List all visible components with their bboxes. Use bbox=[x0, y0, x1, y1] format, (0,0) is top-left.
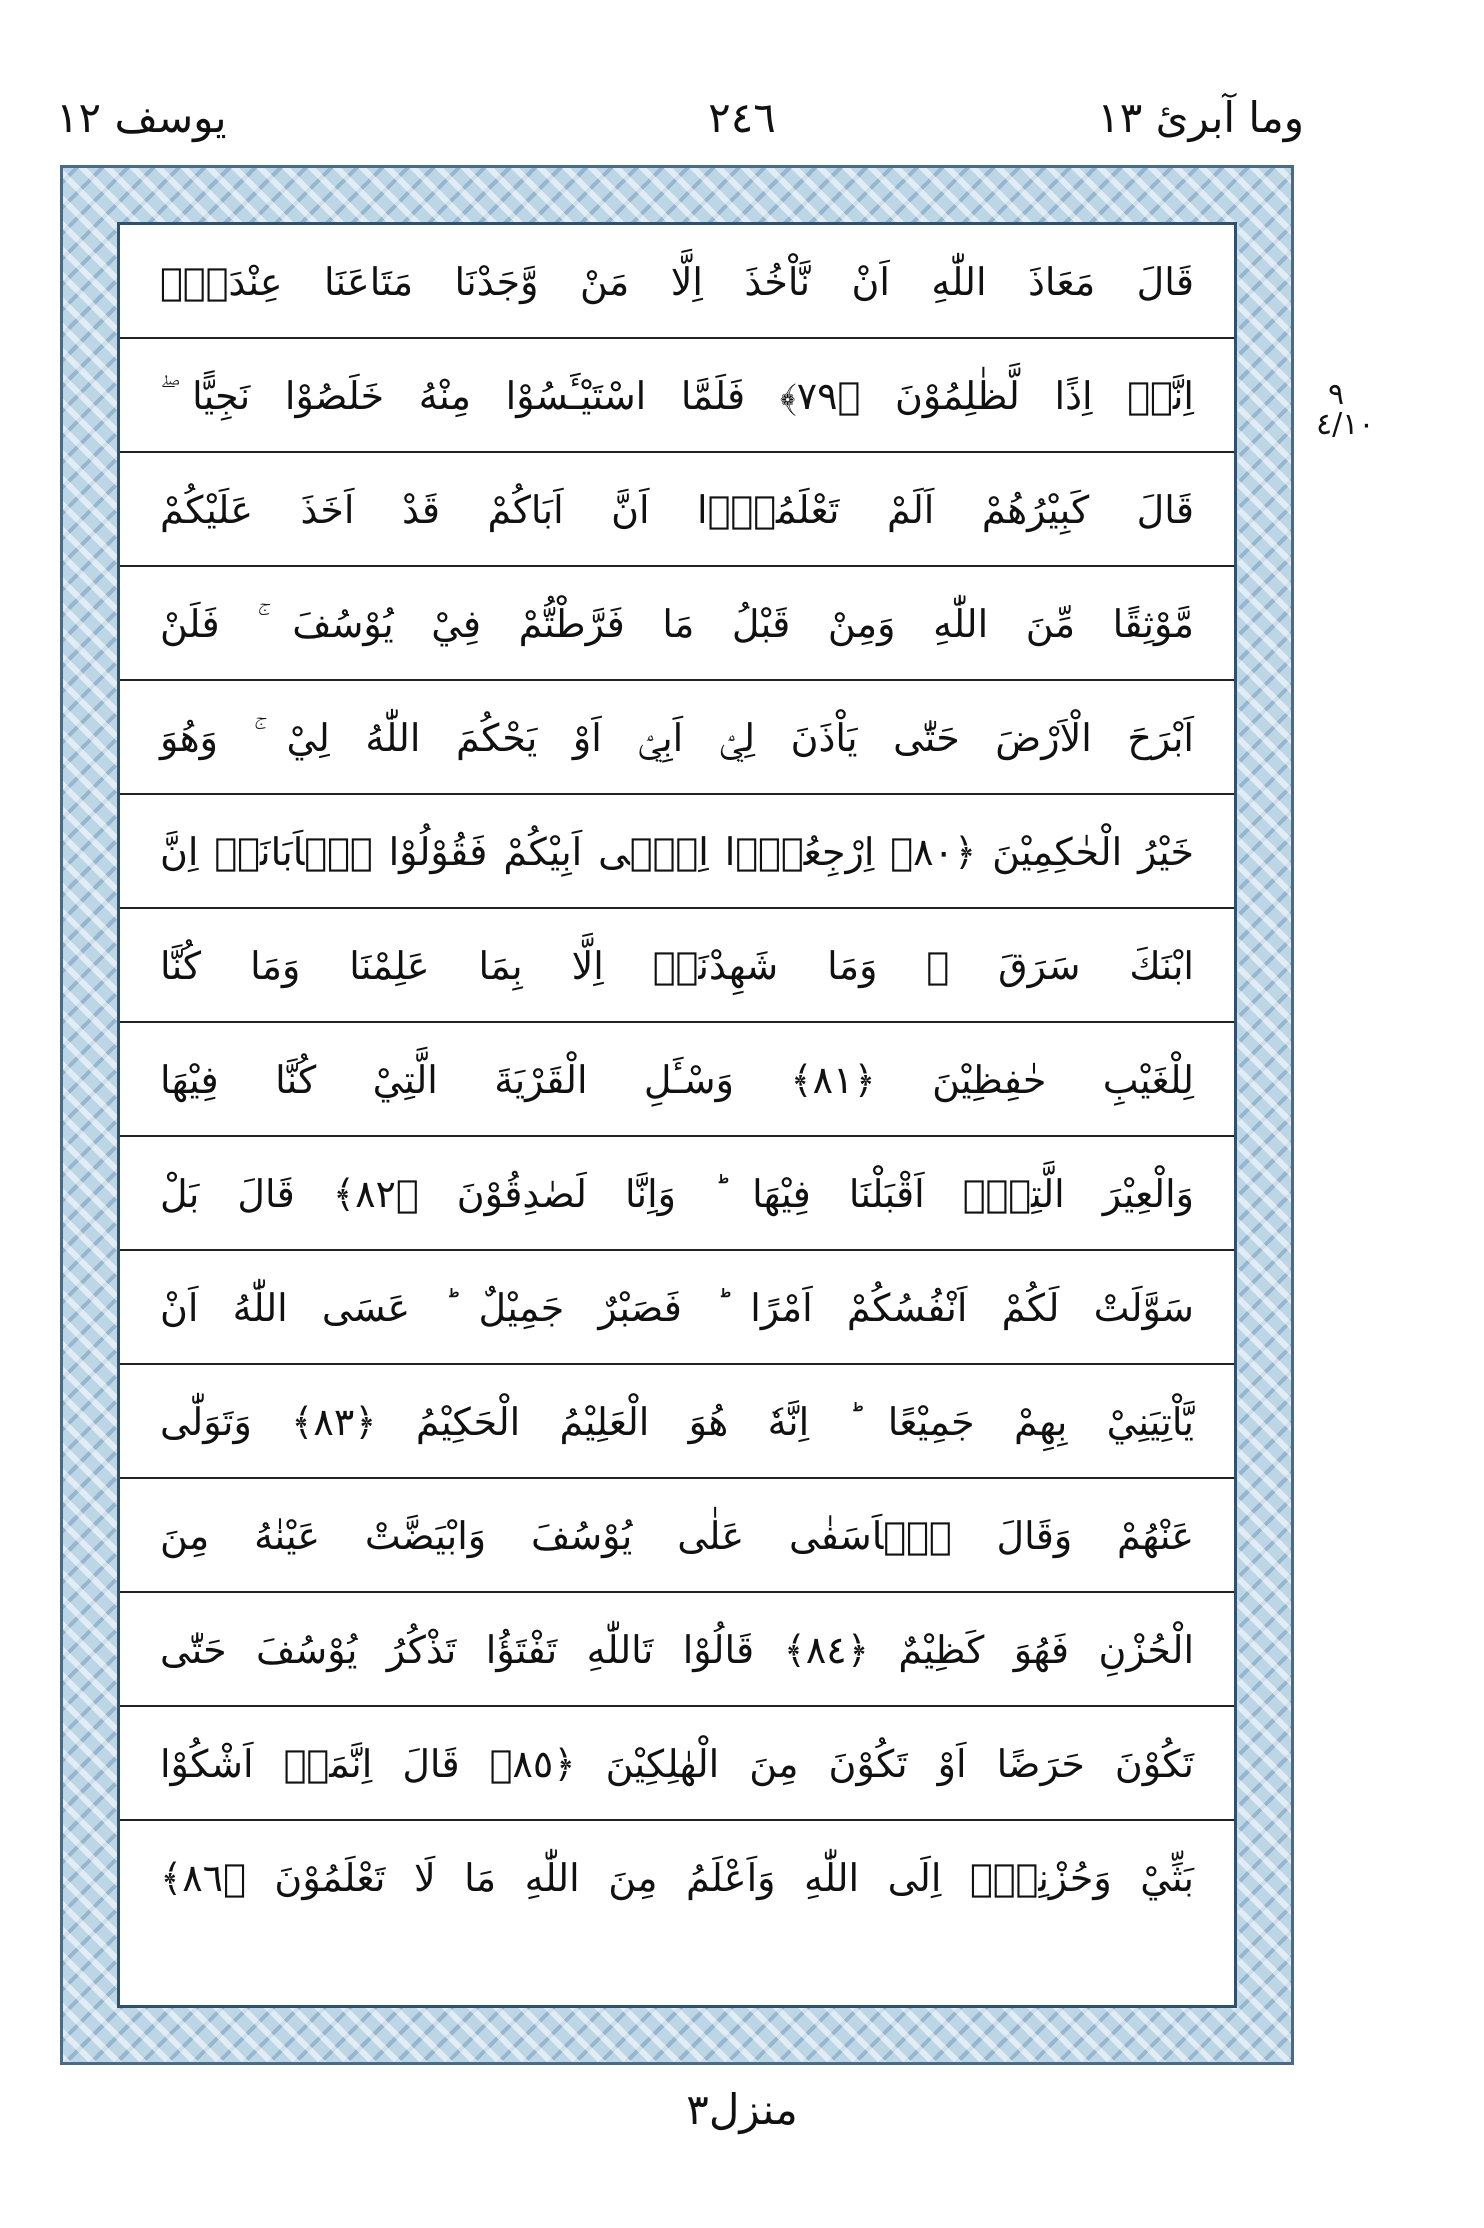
verse-line: خَيْرُ الْحٰكِمِيْنَ ﴿٨٠﴾ اِرْجِعُوْۤا اِلٰۤى اَبِيْكُمْ فَقُوْلُوْا يٰۤاَبَانَاۤ اِنَّ bbox=[120, 795, 1234, 909]
verse-line: قَالَ كَبِيْرُهُمْ اَلَمْ تَعْلَمُوْۤا اَنَّ اَبَاكُمْ قَدْ اَخَذَ عَلَيْكُمْ bbox=[120, 453, 1234, 567]
verse-line: مَّوْثِقًا مِّنَ اللّٰهِ وَمِنْ قَبْلُ مَا فَرَّطْتُّمْ فِيْ يُوْسُفَ ۚ فَلَنْ bbox=[120, 567, 1234, 681]
verse-line: سَوَّلَتْ لَكُمْ اَنْفُسُكُمْ اَمْرًا ؕ فَصَبْرٌ جَمِيْلٌ ؕ عَسَى اللّٰهُ اَنْ bbox=[120, 1251, 1234, 1365]
page-header bbox=[0, 88, 1484, 158]
verse-line: وَالْعِيْرَ الَّتِيْۤ اَقْبَلْنَا فِيْهَا ؕ وَاِنَّا لَصٰدِقُوْنَ ﴿٨٢﴾ قَالَ بَلْ bbox=[120, 1137, 1234, 1251]
juz-title: وما آبرئ ١٣ bbox=[1097, 93, 1304, 142]
ruku-marker: ٩ ٤/١٠ bbox=[1316, 377, 1375, 442]
verse-line: يَّاْتِيَنِيْ بِهِمْ جَمِيْعًا ؕ اِنَّهٗ هُوَ الْعَلِيْمُ الْحَكِيْمُ ﴿٨٣﴾ وَتَوَلّٰى bbox=[120, 1365, 1234, 1479]
text-panel bbox=[117, 222, 1237, 2008]
verse-line: لِلْغَيْبِ حٰفِظِيْنَ ﴿٨١﴾ وَسْـَٔلِ الْقَرْيَةَ الَّتِيْ كُنَّا فِيْهَا bbox=[120, 1023, 1234, 1137]
verse-line: اِنَّاۤ اِذًا لَّظٰلِمُوْنَ ﴿٧٩﴾ فَلَمَّا اسْتَيْـَٔسُوْا مِنْهُ خَلَصُوْا نَجِيًّا ۖ bbox=[120, 339, 1234, 453]
page-number: ٢٤٦ bbox=[708, 93, 776, 142]
ornamental-border bbox=[60, 165, 1294, 2065]
manzil-label: منزل٣ bbox=[686, 2085, 798, 2134]
verse-line: تَكُوْنَ حَرَضًا اَوْ تَكُوْنَ مِنَ الْهٰلِكِيْنَ ﴿٨٥﴾ قَالَ اِنَّمَاۤ اَشْكُوْا bbox=[120, 1707, 1234, 1821]
verse-line: اَبْرَحَ الْاَرْضَ حَتّٰى يَاْذَنَ لِيْۤ اَبِيْۤ اَوْ يَحْكُمَ اللّٰهُ لِيْ ۚ وَهُوَ bbox=[120, 681, 1234, 795]
verse-line: بَثِّيْ وَحُزْنِيْۤ اِلَى اللّٰهِ وَاَعْلَمُ مِنَ اللّٰهِ مَا لَا تَعْلَمُوْنَ ﴿٨٦﴾ bbox=[160, 1856, 1194, 1900]
verse-line: الْحُزْنِ فَهُوَ كَظِيْمٌ ﴿٨٤﴾ قَالُوْا تَاللّٰهِ تَفْتَؤُا تَذْكُرُ يُوْسُفَ حَتّٰى bbox=[120, 1593, 1234, 1707]
surah-title: يوسف ١٢ bbox=[56, 93, 227, 142]
verse-line: عَنْهُمْ وَقَالَ يٰۤاَسَفٰى عَلٰى يُوْسُفَ وَابْيَضَّتْ عَيْنٰهُ مِنَ bbox=[120, 1479, 1234, 1593]
verse-line: قَالَ مَعَاذَ اللّٰهِ اَنْ نَّاْخُذَ اِلَّا مَنْ وَّجَدْنَا مَتَاعَنَا عِنْدَهٗۤ bbox=[120, 225, 1234, 339]
verse-line: ابْنَكَ سَرَقَ ۚ وَمَا شَهِدْنَاۤ اِلَّا بِمَا عَلِمْنَا وَمَا كُنَّا bbox=[120, 909, 1234, 1023]
